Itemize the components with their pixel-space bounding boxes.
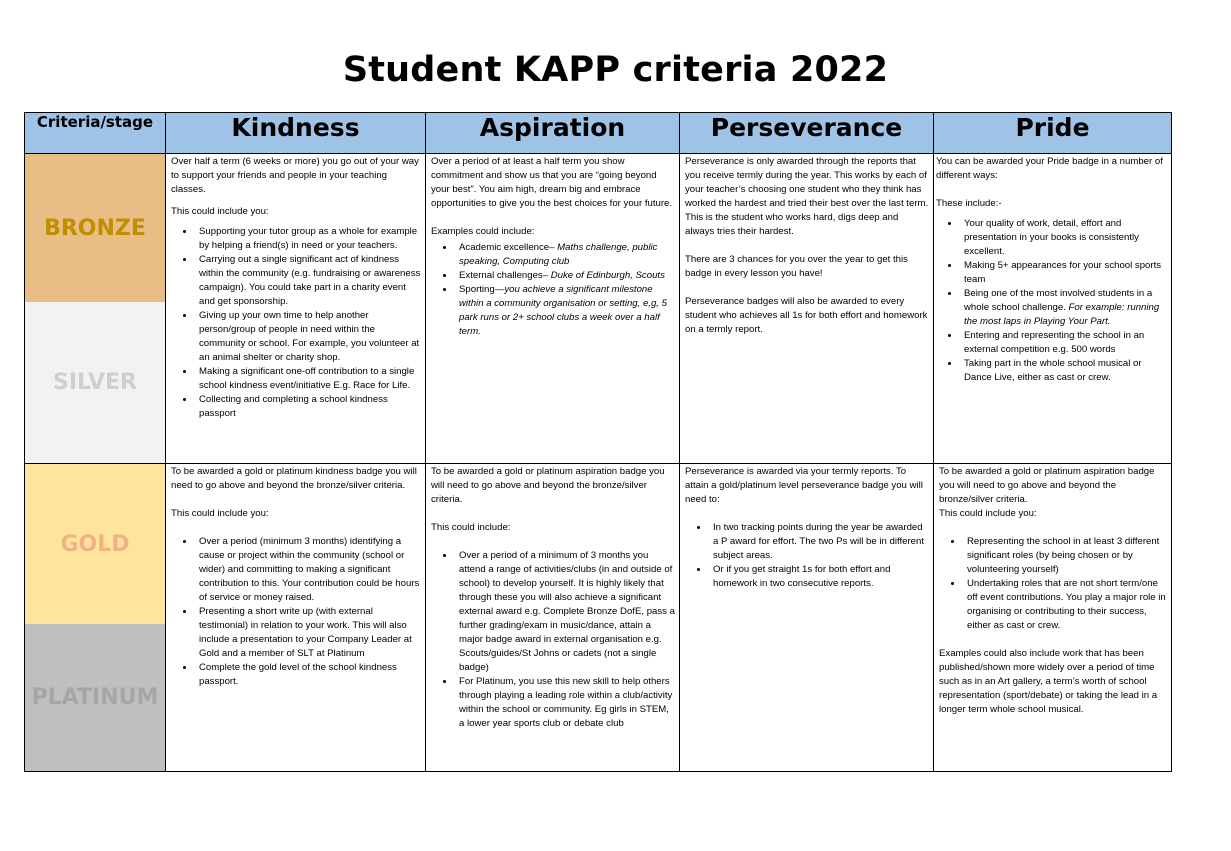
bronze-pride-intro: You can be awarded your Pride badge in a number of different ways: xyxy=(936,156,1163,181)
bronze-pride-cell xyxy=(934,154,1172,464)
bronze-kindness-item: • Carrying out a single significant act of kindness within the community (e.g. fundraising or awareness campaign). You could take part in a charity event and get sponsorship. xyxy=(195,253,421,309)
gold-perseverance-item: • Or if you get straight 1s for both effort and homework in two consecutive reports. xyxy=(709,563,929,591)
gold-kindness-item: • Complete the gold level of the school kindness passport. xyxy=(195,661,421,689)
gold-perseverance-intro: Perseverance is awarded via your termly reports. To attain a gold/platinum level perseverance badge you will need to: xyxy=(685,466,923,505)
item-main-text: Academic excellence– xyxy=(459,242,558,253)
bronze-silver-stage-cell xyxy=(25,154,166,464)
bronze-aspiration-item xyxy=(455,283,675,339)
bronze-perseverance-p2: There are 3 chances for you over the year to get this badge in every lesson you have! xyxy=(685,254,908,279)
item-italic-text: For example: running the most laps in Playing Your Part. xyxy=(964,302,1160,327)
gold-pride-item: • Undertaking roles that are not short term/one off event contributions. You play a major role in organising or contributing to their success, either as cast or crew. xyxy=(963,577,1167,633)
bronze-kindness-item: • Giving up your own time to help another person/group of people in need within the community or school. For example, you volunteer at an animal shelter or charity shop. xyxy=(195,309,421,365)
header-row xyxy=(25,113,1172,154)
gold-platinum-stage-cell xyxy=(25,464,166,772)
bronze-aspiration-intro: Over a period of at least a half term you show commitment and show us that you are “going beyond your best”. You aim high, dream big and embrace opportunities to give you the best choices for your future. xyxy=(431,156,673,209)
header-pride: Pride xyxy=(934,113,1172,154)
bronze-aspiration-item xyxy=(455,269,675,283)
gold-aspiration-item: • Over a period of a minimum of 3 months you attend a range of activities/clubs (in and outside of school) to develop yourself. It is highly likely that through these you will also achieve a significant external award e.g. Complete Bronze DofE, pass a further grading/exam in music/dance, attain a major badge award in external organisation e.g. Scouts/guides/St Johns or cadets (not a single badge) xyxy=(455,549,675,675)
bronze-perseverance-p3: Perseverance badges will also be awarded to every student who achieves all 1s for both effort and homework on a termly report. xyxy=(685,296,928,335)
gold-aspiration-intro: To be awarded a gold or platinum aspiration badge you will need to go above and beyond the bronze/silver criteria. xyxy=(431,466,665,505)
gold-perseverance-cell xyxy=(680,464,934,772)
gold-kindness-intro: To be awarded a gold or platinum kindness badge you will need to go above and beyond the bronze/silver criteria. xyxy=(171,466,417,491)
header-kindness: Kindness xyxy=(166,113,426,154)
gold-pride-cell xyxy=(934,464,1172,772)
gold-kindness-item: • Over a period (minimum 3 months) identifying a cause or project within the community (school or wider) and committing to making a significant contribution to this. Your contribution could be hours of service or money raised. xyxy=(195,535,421,605)
gold-pride-outro: Examples could also include work that has been published/shown more widely over a period of time such as in an Art gallery, a term’s worth of school representation (sport/debate) or taking the lead in a longer term whole school musical. xyxy=(939,648,1158,715)
gold-platinum-row xyxy=(25,464,1172,772)
bronze-perseverance-cell xyxy=(680,154,934,464)
item-main-text: Sporting— xyxy=(459,284,505,295)
kapp-criteria-table xyxy=(24,112,1172,772)
gold-aspiration-cell xyxy=(426,464,680,772)
gold-kindness-cell xyxy=(166,464,426,772)
bronze-pride-item xyxy=(960,287,1167,329)
stage-bronze: BRONZE xyxy=(25,154,165,302)
bronze-aspiration-lead: Examples could include: xyxy=(431,226,535,237)
bronze-aspiration-item xyxy=(455,241,675,269)
stage-platinum: PLATINUM xyxy=(25,624,165,771)
gold-pride-lead: This could include you: xyxy=(939,508,1037,519)
gold-pride-intro: To be awarded a gold or platinum aspiration badge you will need to go above and beyond the bronze/silver criteria. xyxy=(939,466,1155,505)
gold-aspiration-lead: This could include: xyxy=(431,522,511,533)
item-italic-text: Maths challenge, public speaking, Computing club xyxy=(459,242,658,267)
bronze-kindness-intro: Over half a term (6 weeks or more) you go out of your way to support your friends and people in your teaching classes. xyxy=(171,156,419,195)
gold-kindness-lead: This could include you: xyxy=(171,508,269,519)
gold-pride-item: • Representing the school in at least 3 different significant roles (by being chosen or by volunteering yourself) xyxy=(963,535,1167,577)
bronze-kindness-item: • Collecting and completing a school kindness passport xyxy=(195,393,421,421)
bronze-kindness-lead: This could include you: xyxy=(171,206,269,217)
bronze-aspiration-cell xyxy=(426,154,680,464)
header-perseverance: Perseverance xyxy=(680,113,934,154)
bronze-kindness-item: • Supporting your tutor group as a whole for example by helping a friend(s) in need or your teachers. xyxy=(195,225,421,253)
bronze-kindness-item: • Making a significant one-off contribution to a single school kindness event/initiative E.g. Race for Life. xyxy=(195,365,421,393)
gold-perseverance-item: • In two tracking points during the year be awarded a P award for effort. The two Ps will be in different subject areas. xyxy=(709,521,929,563)
gold-aspiration-item: • For Platinum, you use this new skill to help others through playing a leading role within a club/activity within the school or community. Eg girls in STEM, a lower year sports club or debate club xyxy=(455,675,675,731)
gold-kindness-item: • Presenting a short write up (with external testimonial) in relation to your work. This will also include a presentation to your Company Leader at Gold and a member of SLT at Platinum xyxy=(195,605,421,661)
bronze-pride-item: • Making 5+ appearances for your school sports team xyxy=(960,259,1167,287)
bronze-silver-row xyxy=(25,154,1172,464)
header-aspiration: Aspiration xyxy=(426,113,680,154)
item-main-text: Being one of the most involved students in a whole school challenge. xyxy=(964,288,1153,313)
bronze-pride-lead: These include:- xyxy=(936,198,1002,209)
header-criteria-stage: Criteria/stage xyxy=(25,113,166,154)
stage-silver: SILVER xyxy=(25,302,165,463)
item-main-text: External challenges– xyxy=(459,270,551,281)
bronze-perseverance-p1: Perseverance is only awarded through the reports that you receive termly during the year. This works by each of your teacher’s choosing one student who they think has worked the hardest and tried their best over the last term. This is the student who works hard, digs deep and always tries their hardest. xyxy=(685,156,929,237)
bronze-pride-item: • Your quality of work, detail, effort and presentation in your books is consistently excellent. xyxy=(960,217,1167,259)
item-italic-text: you achieve a significant milestone within a community organisation or setting, e,g, 5 park runs or 2+ school clubs a week over a half term. xyxy=(459,284,667,337)
item-italic-text: Duke of Edinburgh, Scouts xyxy=(550,270,665,281)
bronze-pride-item: • Entering and representing the school in an external competition e.g. 500 words xyxy=(960,329,1167,357)
stage-gold: GOLD xyxy=(25,464,165,624)
bronze-kindness-cell xyxy=(166,154,426,464)
bronze-pride-item: • Taking part in the whole school musical or Dance Live, either as cast or crew. xyxy=(960,357,1167,385)
page-title: Student KAPP criteria 2022 xyxy=(342,50,889,90)
